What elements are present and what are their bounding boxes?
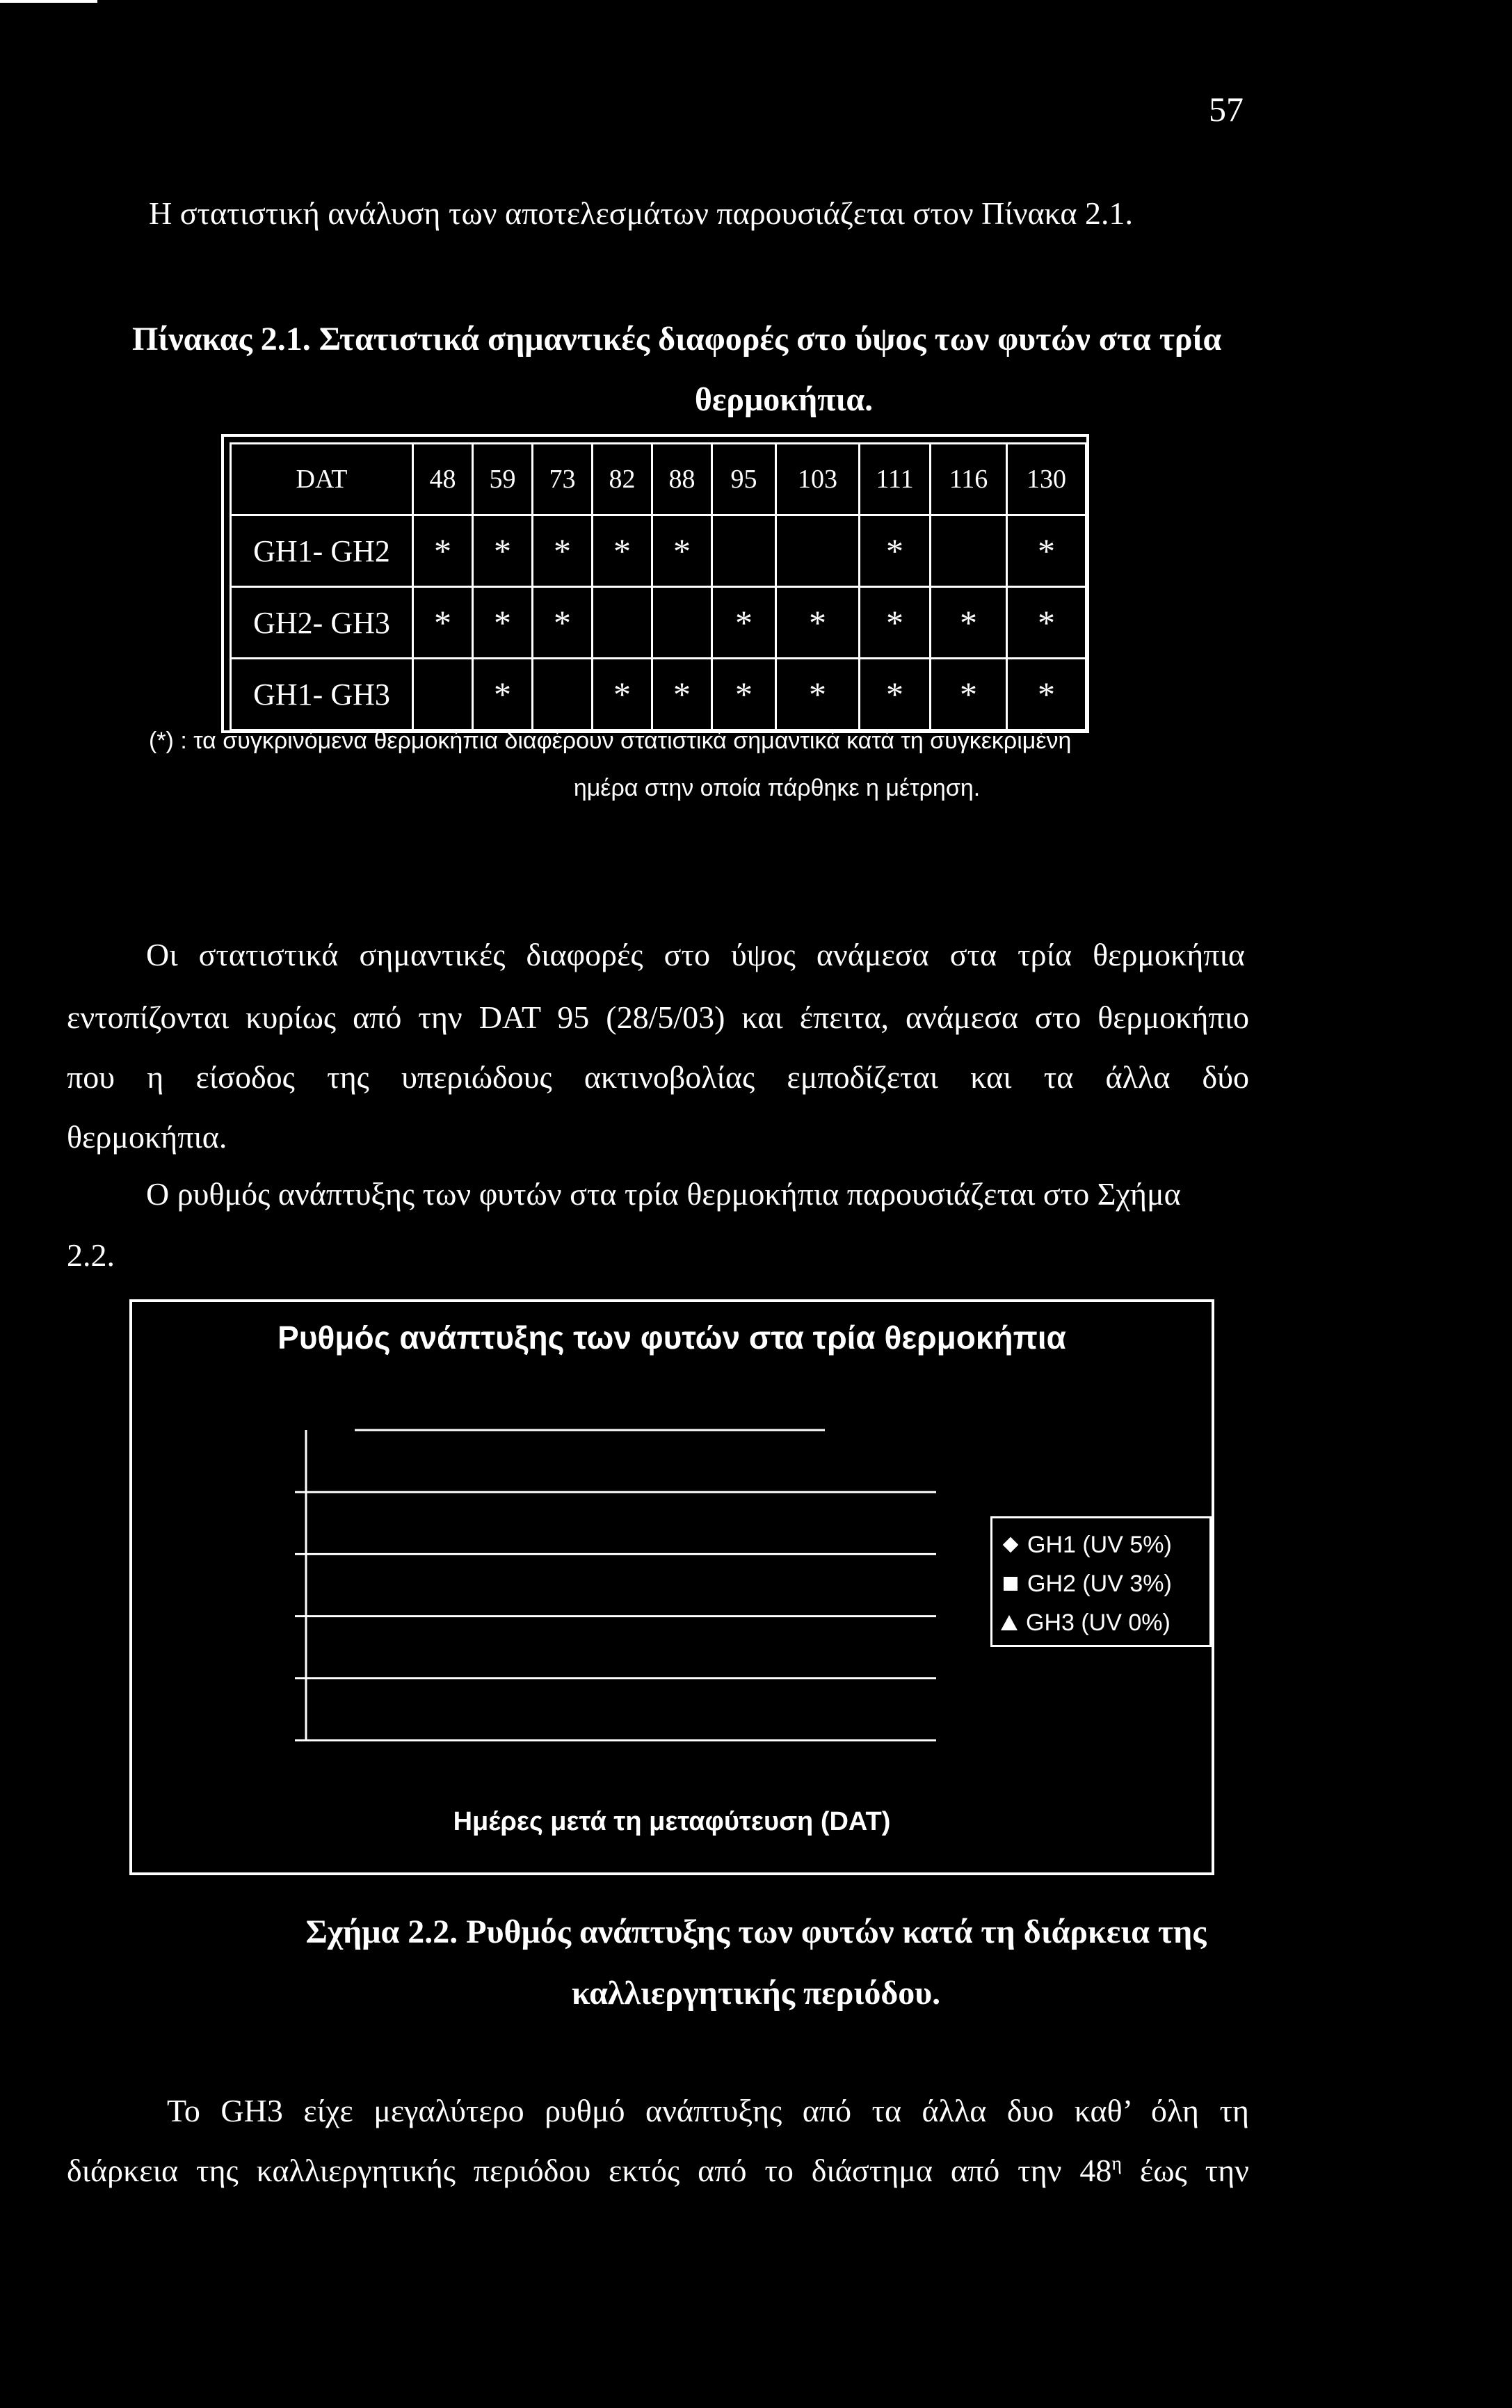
body-paragraph-line: που η είσοδος της υπεριώδους ακτινοβολίας εμποδίζεται και τα άλλα δύο [67, 1059, 1249, 1095]
legend-item-gh2 [1001, 1564, 1201, 1603]
legend-item-gh1 [1001, 1525, 1201, 1564]
table-cell: * [860, 659, 931, 730]
table-header-row [231, 444, 1086, 515]
table-cell: * [1007, 515, 1086, 587]
row-label: GH1- GH2 [231, 515, 413, 587]
table-cell [593, 587, 652, 659]
square-icon [1004, 1577, 1018, 1591]
body-paragraph-line: Ο ρυθμός ανάπτυξης των φυτών στα τρία θερμοκήπια παρουσιάζεται στο Σχήμα [146, 1176, 1181, 1212]
table-footnote: (*) : τα συγκρινόμενα θερμοκήπια διαφέρουν στατιστικά σημαντικά κατά τη συγκεκριμένη [149, 728, 1072, 754]
triangle-icon [1001, 1615, 1018, 1630]
body-paragraph-line: θερμοκήπια. [67, 1119, 227, 1155]
table-header-day: 103 [776, 444, 860, 515]
table-header-day: 59 [473, 444, 533, 515]
table-row [231, 659, 1086, 730]
table-cell [776, 515, 860, 587]
closing-paragraph-line: Το GH3 είχε μεγαλύτερο ρυθμό ανάπτυξης από τα άλλα δυο καθ’ όλη τη [167, 2093, 1249, 2128]
table-cell: * [931, 587, 1007, 659]
legend-label: GH1 (UV 5%) [1027, 1532, 1172, 1558]
table-footnote-continued: ημέρα στην οποία πάρθηκε η μέτρηση. [573, 775, 981, 801]
chart-legend [990, 1516, 1212, 1647]
table-header-day: 111 [860, 444, 931, 515]
table-cell: * [413, 515, 473, 587]
body-paragraph-line: 2.2. [67, 1237, 115, 1273]
table-cell: * [776, 587, 860, 659]
table-cell [533, 659, 593, 730]
legend-item-gh3 [1001, 1603, 1201, 1642]
table-header-label: DAT [231, 444, 413, 515]
legend-label: GH2 (UV 3%) [1027, 1571, 1172, 1597]
table-row [231, 587, 1086, 659]
table-cell: * [652, 659, 712, 730]
closing-paragraph-line [67, 2152, 1249, 2189]
table-cell [413, 659, 473, 730]
table-title: Πίνακας 2.1. Στατιστικά σημαντικές διαφορές στο ύψος των φυτών στα τρία [132, 321, 1222, 358]
table-cell: * [1007, 587, 1086, 659]
table-title-continued: θερμοκήπια. [694, 381, 874, 418]
table-cell: * [860, 587, 931, 659]
table-cell: * [533, 515, 593, 587]
table-header-day: 73 [533, 444, 593, 515]
table-cell: * [712, 659, 776, 730]
table-cell: * [593, 515, 652, 587]
row-label: GH1- GH3 [231, 659, 413, 730]
table-cell [712, 515, 776, 587]
table-cell: * [1007, 659, 1086, 730]
significance-table [230, 442, 1087, 731]
figure-caption: Σχήμα 2.2. Ρυθμός ανάπτυξης των φυτών κατά τη διάρκεια της [305, 1913, 1207, 1950]
table-cell: * [413, 587, 473, 659]
table-cell: * [473, 659, 533, 730]
table-cell [931, 515, 1007, 587]
table-cell: * [712, 587, 776, 659]
table-header-day: 48 [413, 444, 473, 515]
table-cell: * [473, 587, 533, 659]
page-number: 57 [1209, 90, 1244, 129]
table-header-day: 82 [593, 444, 652, 515]
ordinal-superscript: η [1111, 2153, 1123, 2175]
top-edge-mark [0, 0, 97, 3]
body-paragraph-line: εντοπίζονται κυρίως από την DAT 95 (28/5/03) και έπειτα, ανάμεσα στο θερμοκήπιο [67, 1000, 1249, 1035]
table-header-day: 95 [712, 444, 776, 515]
table-row [231, 515, 1086, 587]
table-cell: * [593, 659, 652, 730]
table-cell [652, 587, 712, 659]
row-label: GH2- GH3 [231, 587, 413, 659]
chart-title: Ρυθμός ανάπτυξης των φυτών στα τρία θερμοκήπια [278, 1319, 1066, 1356]
table-cell: * [652, 515, 712, 587]
legend-label: GH3 (UV 0%) [1026, 1610, 1171, 1636]
chart-gridlines [295, 1430, 936, 1740]
table-cell: * [473, 515, 533, 587]
table-cell: * [533, 587, 593, 659]
table-cell: * [860, 515, 931, 587]
table-header-day: 88 [652, 444, 712, 515]
chart-x-axis-label: Ημέρες μετά τη μεταφύτευση (DAT) [453, 1807, 891, 1836]
closing-text: διάρκεια της καλλιεργητικής περιόδου εκτός από το διάστημα από την 48 [67, 2153, 1112, 2188]
diamond-icon [1003, 1537, 1019, 1553]
table-header-day: 116 [931, 444, 1007, 515]
intro-paragraph: Η στατιστική ανάλυση των αποτελεσμάτων παρουσιάζεται στον Πίνακα 2.1. [149, 195, 1133, 231]
table-header-day: 130 [1007, 444, 1086, 515]
figure-caption-continued: καλλιεργητικής περιόδου. [571, 1975, 941, 2012]
body-paragraph-line: Οι στατιστικά σημαντικές διαφορές στο ύψος ανάμεσα στα τρία θερμοκήπια [146, 937, 1245, 972]
table-cell: * [931, 659, 1007, 730]
closing-text-end: έως την [1122, 2153, 1249, 2188]
table-cell: * [776, 659, 860, 730]
